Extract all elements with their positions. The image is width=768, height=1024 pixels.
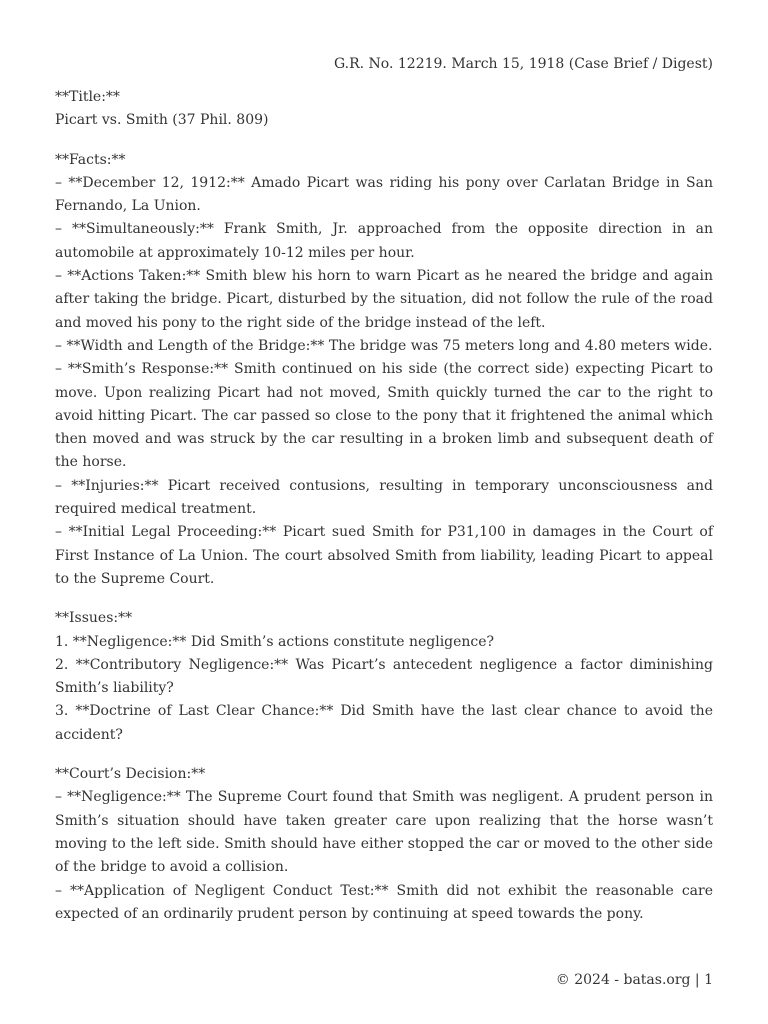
fact-item: – **December 12, 1912:** Amado Picart was riding his pony over Carlatan Bridge in San Fernando, La Union. (55, 174, 713, 215)
title-heading: **Title:** (55, 89, 120, 105)
issue-item: 3. **Doctrine of Last Clear Chance:** Did Smith have the last clear chance to avoid the accident? (55, 703, 713, 743)
page-footer: © 2024 - batas.org | 1 (555, 972, 713, 988)
document-body (55, 86, 713, 942)
facts-heading: **Facts:** (55, 151, 126, 168)
document-page (55, 0, 713, 1024)
fact-item: – **Injuries:** Picart received contusions, resulting in temporary unconsciousness and required medical treatment. (55, 477, 713, 518)
title-section (55, 86, 713, 133)
issue-item: 1. **Negligence:** Did Smith’s actions constitute negligence? (55, 633, 495, 650)
issues-section (55, 607, 713, 747)
decision-item: – **Negligence:** The Supreme Court found that Smith was negligent. A prudent person in Smith’s situation should have taken greater care upon realizing that the horse wasn’t moving to the left side. Smith should have either stopped the car or moved to the other side of the bridge to avoid a collision. (55, 789, 713, 876)
fact-item: – **Initial Legal Proceeding:** Picart sued Smith for P31,100 in damages in the Court of First Instance of La Union. The court absolved Smith from liability, leading Picart to appeal to the Supreme Court. (55, 524, 713, 587)
issues-heading: **Issues:** (55, 610, 133, 627)
case-citation-header: G.R. No. 12219. March 15, 1918 (Case Brief / Digest) (333, 56, 713, 72)
decision-section (55, 763, 713, 926)
fact-item: – **Simultaneously:** Frank Smith, Jr. approached from the opposite direction in an automobile at approximately 10-12 miles per hour. (55, 221, 713, 261)
fact-item: – **Smith’s Response:** Smith continued on his side (the correct side) expecting Picart to move. Upon realizing Picart had not moved, Smith quickly turned the car to the right to avoid hitting Picart. The car passed so close to the pony that it frightened the animal which then moved and was struck by the car resulting in a broken limb and subsequent death of the horse. (55, 361, 713, 471)
decision-heading: **Court’s Decision:** (55, 766, 206, 783)
issue-item: 2. **Contributory Negligence:** Was Picart’s antecedent negligence a factor diminishing Smith’s liability? (55, 656, 713, 697)
fact-item: – **Width and Length of the Bridge:** The bridge was 75 meters long and 4.80 meters wide. (55, 337, 713, 354)
case-title: Picart vs. Smith (37 Phil. 809) (55, 112, 269, 129)
facts-section (55, 149, 713, 592)
decision-item: – **Application of Negligent Conduct Test:** Smith did not exhibit the reasonable care expected of an ordinarily prudent person by continuing at speed towards the pony. (55, 882, 713, 922)
fact-item: – **Actions Taken:** Smith blew his horn to warn Picart as he neared the bridge and again after taking the bridge. Picart, disturbed by the situation, did not follow the rule of the road and moved his pony to the right side of the bridge instead of the left. (55, 268, 713, 331)
